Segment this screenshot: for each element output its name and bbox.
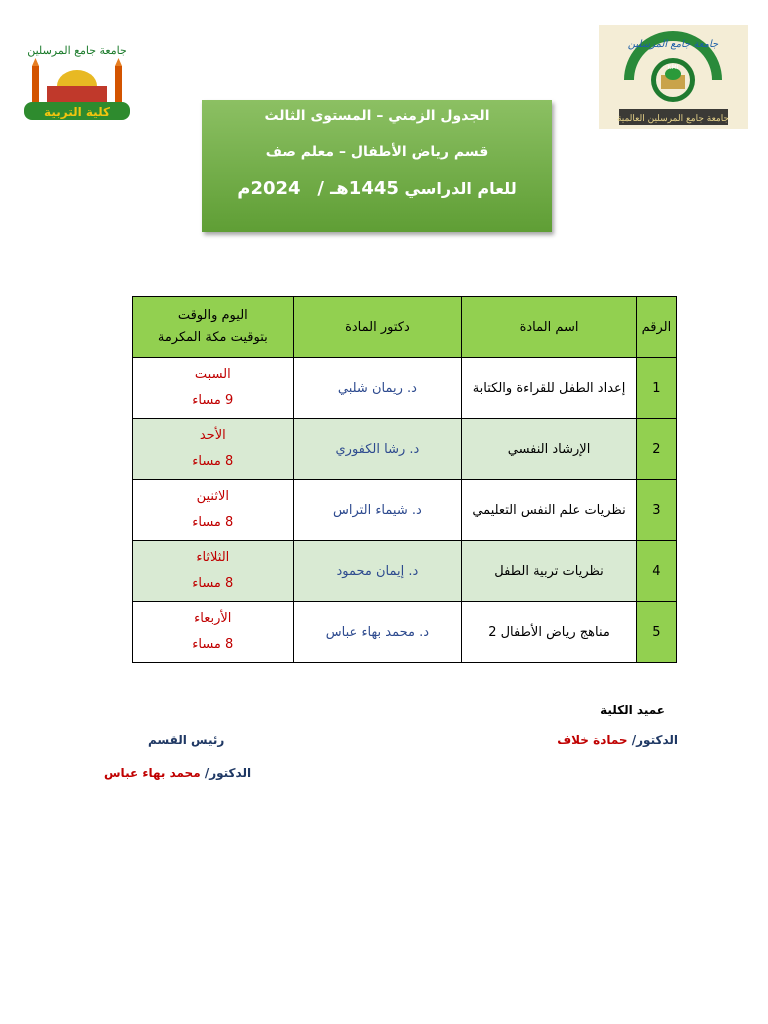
head-name: محمد بهاء عباس <box>104 766 201 780</box>
logo-caption-right: جامعة جامع المرسلين العالمية <box>616 114 730 124</box>
row-number: 2 <box>636 419 676 480</box>
row-subject: نظريات علم النفس التعليمي <box>462 480 637 541</box>
row-day-time: الأربعاء 8 مساء <box>133 602 294 663</box>
dean-name: حمادة خلاف <box>557 733 628 747</box>
logo-caption: جامعة جامع المرسلين <box>27 44 127 57</box>
header-number: الرقم <box>636 297 676 358</box>
dean-label: الدكتور/ <box>631 733 678 747</box>
header-day-time <box>133 297 294 358</box>
header-doctor: دكتور المادة <box>293 297 462 358</box>
college-logo <box>22 40 132 122</box>
university-logo <box>599 25 748 129</box>
head-title: رئيس القسم <box>148 733 225 747</box>
row-day-time: السبت 9 مساء <box>133 358 294 419</box>
row-doctor: د. إيمان محمود <box>293 541 462 602</box>
year-label: للعام الدراسي <box>404 179 517 198</box>
row-number: 3 <box>636 480 676 541</box>
row-doctor: د. محمد بهاء عباس <box>293 602 462 663</box>
schedule-table <box>132 296 677 663</box>
gregorian-year: 2024م <box>237 178 301 199</box>
row-number: 1 <box>636 358 676 419</box>
row-doctor: د. شيماء التراس <box>293 480 462 541</box>
head-signature <box>104 766 251 780</box>
row-day-time: الثلاثاء 8 مساء <box>133 541 294 602</box>
row-day-time: الأحد 8 مساء <box>133 419 294 480</box>
table-row <box>133 602 677 663</box>
row-number: 5 <box>636 602 676 663</box>
table-row <box>133 541 677 602</box>
svg-text:جامعة جامع المرسلين: جامعة جامع المرسلين <box>627 39 719 50</box>
row-subject: الإرشاد النفسي <box>462 419 637 480</box>
title-line-3 <box>202 178 552 199</box>
dean-title: عميد الكلية <box>600 703 665 717</box>
head-label: الدكتور/ <box>204 766 252 780</box>
row-subject: مناهج رياض الأطفال 2 <box>462 602 637 663</box>
hijri-year: 1445هـ / <box>317 178 399 199</box>
table-header-row <box>133 297 677 358</box>
row-subject: إعداد الطفل للقراءة والكتابة <box>462 358 637 419</box>
header-subject: اسم المادة <box>462 297 637 358</box>
table-row <box>133 419 677 480</box>
logo-mark: KMI <box>667 64 679 71</box>
header-day-line2: بتوقيت مكة المكرمة <box>157 330 268 345</box>
table-row <box>133 358 677 419</box>
title-banner <box>202 100 552 232</box>
row-doctor: د. رشا الكفوري <box>293 419 462 480</box>
title-line-1: الجدول الزمني – المستوى الثالث <box>264 108 490 124</box>
header-day-line1: اليوم والوقت <box>177 308 248 323</box>
row-number: 4 <box>636 541 676 602</box>
logo-text: كلية التربية <box>44 105 110 119</box>
row-subject: نظريات تربية الطفل <box>462 541 637 602</box>
dean-signature <box>557 733 678 747</box>
row-day-time: الاثنين 8 مساء <box>133 480 294 541</box>
title-line-2: قسم رياض الأطفال – معلم صف <box>265 144 489 160</box>
row-doctor: د. ريمان شلبي <box>293 358 462 419</box>
table-row <box>133 480 677 541</box>
